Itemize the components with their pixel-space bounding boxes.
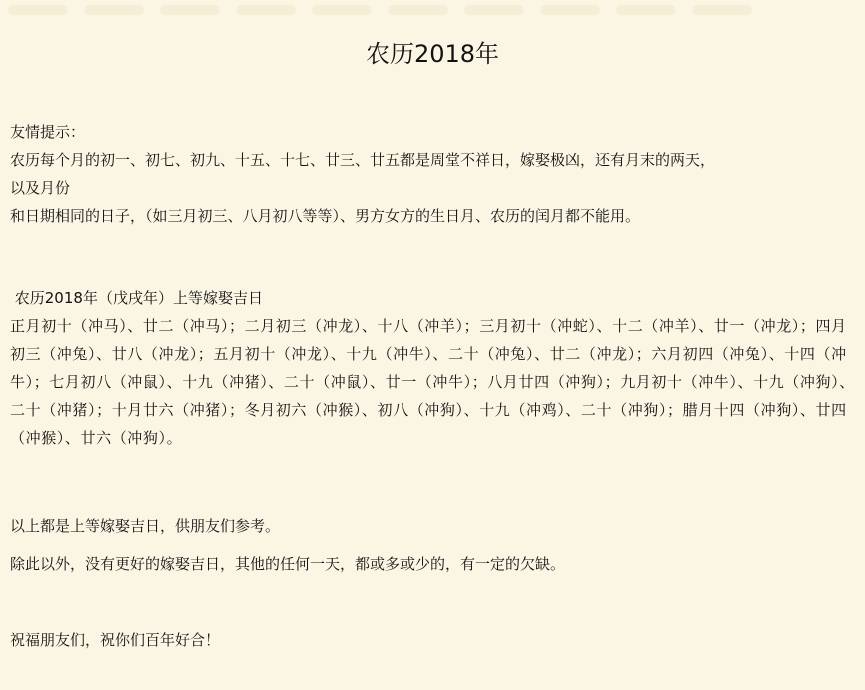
tip-line-2: 以及月份: [10, 179, 71, 197]
tip-block: [10, 118, 858, 230]
section-heading: 农历2018年（戊戌年）上等嫁娶吉日: [10, 289, 263, 307]
tip-line-3: 和日期相同的日子，（如三月初三、八月初八等等）、男方女方的生日月、农历的闰月都不能用。: [10, 207, 641, 225]
closing-line-1: 以上都是上等嫁娶吉日，供朋友们参考。: [10, 517, 281, 535]
tip-heading: 友情提示：: [10, 123, 86, 141]
closing-line-2: 除此以外，没有更好的嫁娶吉日，其他的任何一天，都或多或少的，有一定的欠缺。: [10, 555, 566, 573]
auspicious-dates: 正月初十（冲马）、廿二（冲马）；二月初三（冲龙）、十八（冲羊）；三月初十（冲蛇）、十二（冲羊）、廿一（冲龙）；四月初三（冲兔）、廿八（冲龙）；五月初十（冲龙）、十九（冲牛）、二十（冲兔）、廿二（冲龙）；六月初四（冲兔）、十四（冲牛）；七月初八（冲鼠）、十九（冲猪）、二十（冲鼠）、廿一（冲牛）；八月廿四（冲狗）；九月初十（冲牛）、十九（冲狗）、二十（冲猪）；十月廿六（冲猪）；冬月初六（冲猴）、初八（冲狗）、十九（冲鸡）、二十（冲狗）；腊月十四（冲狗）、廿四（冲猴）、廿六（冲狗）。: [10, 317, 855, 447]
tip-line-1: 农历每个月的初一、初七、初九、十五、十七、廿三、廿五都是周堂不祥日，嫁娶极凶，还有月末的两天，: [10, 151, 716, 169]
page-title: 农历2018年: [365, 40, 500, 68]
closing-blessing: 祝福朋友们，祝你们百年好合！: [10, 631, 221, 649]
